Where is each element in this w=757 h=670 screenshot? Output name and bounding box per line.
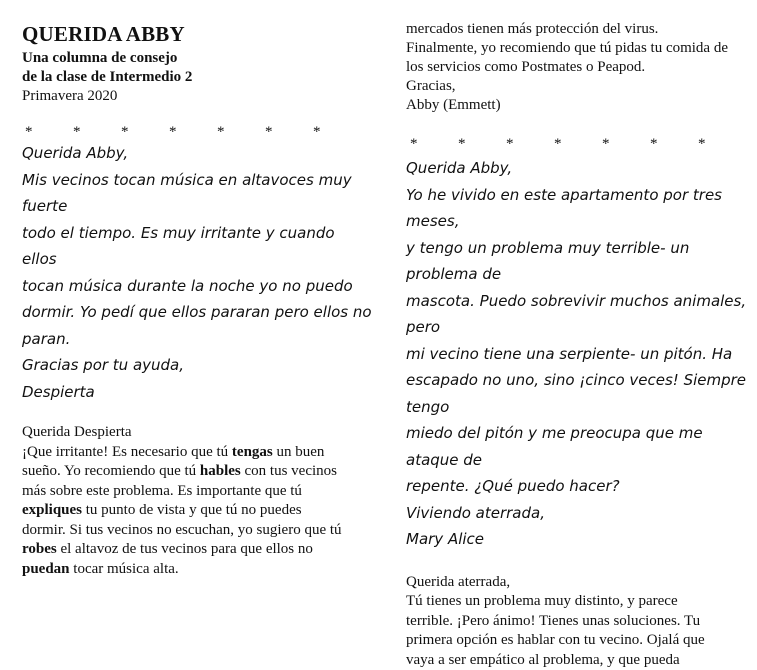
reply-text: con tus vecinos [241, 463, 337, 479]
right-column [406, 0, 751, 670]
letter-line: Gracias por tu ayuda, [22, 352, 372, 379]
previous-reply-ending [406, 20, 751, 115]
letter-line: mi vecino tiene una serpiente- un pitón. Ha [406, 341, 751, 368]
star-divider-left [25, 122, 372, 142]
bold-verb: puedan [22, 561, 70, 577]
star-divider-glyph: * [410, 136, 458, 153]
reply-line: los servicios como Postmates o Peapod. [406, 58, 751, 77]
letter-line: todo el tiempo. Es muy irritante y cuando ellos [22, 220, 372, 273]
letter-despierta [22, 140, 372, 405]
letter-line: paran. [22, 326, 372, 353]
reply-line [22, 540, 372, 560]
bold-verb: hables [200, 463, 241, 479]
reply-greeting: Querida aterrada, [406, 573, 751, 593]
column-subtitle-line2: de la clase de Intermedio 2 [22, 68, 372, 87]
letter-signature: Mary Alice [406, 526, 751, 553]
letter-line: Querida Abby, [406, 155, 751, 182]
reply-body [22, 443, 372, 580]
reply-line: mercados tienen más protección del virus. [406, 20, 751, 39]
star-divider-right [410, 134, 751, 154]
bold-verb: tengas [232, 444, 273, 460]
letter-mary-alice [406, 155, 751, 553]
star-divider-glyph: * [650, 136, 698, 153]
star-divider-glyph: * [265, 124, 313, 141]
star-divider-glyph: * [169, 124, 217, 141]
letter-line: Mis vecinos tocan música en altavoces muy fuerte [22, 167, 372, 220]
letter-line: y tengo un problema muy terrible- un problema de [406, 235, 751, 288]
letter-line: Querida Abby, [22, 140, 372, 167]
reply-line: Finalmente, yo recomiendo que tú pidas tu comida de [406, 39, 751, 58]
reply-signature: Abby (Emmett) [406, 96, 751, 115]
reply-text: ¡Que irritante! Es necesario que tú [22, 444, 232, 460]
letter-line: escapado no uno, sino ¡cinco veces! Siempre tengo [406, 367, 751, 420]
letter-line: repente. ¿Qué puedo hacer? [406, 473, 751, 500]
star-divider-glyph: * [506, 136, 554, 153]
reply-closing: Gracias, [406, 77, 751, 96]
reply-line [22, 560, 372, 580]
reply-text: tu punto de vista y que tú no puedes [82, 502, 302, 518]
letter-line: miedo del pitón y me preocupa que me ataque de [406, 420, 751, 473]
reply-text: tocar música alta. [70, 561, 179, 577]
reply-text: sueño. Yo recomiendo que tú [22, 463, 200, 479]
letter-line: tocan música durante la noche yo no puedo [22, 273, 372, 300]
reply-despierta [22, 423, 372, 579]
season-label: Primavera 2020 [22, 87, 372, 106]
bold-verb: expliques [22, 502, 82, 518]
star-divider-glyph: * [313, 124, 361, 141]
reply-text: el altavoz de tus vecinos para que ellos no [57, 541, 313, 557]
letter-line: Yo he vivido en este apartamento por tres meses, [406, 182, 751, 235]
reply-line: terrible. ¡Pero ánimo! Tienes unas soluciones. Tu [406, 612, 751, 632]
letter-line: dormir. Yo pedí que ellos pararan pero ellos no [22, 299, 372, 326]
reply-line [22, 521, 372, 541]
letter-signature: Despierta [22, 379, 372, 406]
left-column [22, 0, 372, 579]
column-title: QUERIDA ABBY [22, 22, 372, 46]
star-divider-glyph: * [698, 136, 746, 153]
star-divider-glyph: * [121, 124, 169, 141]
reply-greeting: Querida Despierta [22, 423, 372, 443]
column-subtitle-line1: Una columna de consejo [22, 49, 372, 68]
reply-line [22, 443, 372, 463]
reply-line [22, 482, 372, 502]
star-divider-glyph: * [554, 136, 602, 153]
bold-verb: robes [22, 541, 57, 557]
star-divider-glyph: * [602, 136, 650, 153]
reply-line: vaya a ser empático al problema, y que pueda [406, 651, 751, 670]
reply-line: Tú tienes un problema muy distinto, y parece [406, 592, 751, 612]
reply-text: más sobre este problema. Es importante que tú [22, 483, 302, 499]
reply-line [22, 501, 372, 521]
star-divider-glyph: * [73, 124, 121, 141]
star-divider-glyph: * [458, 136, 506, 153]
reply-text: un buen [273, 444, 325, 460]
reply-text: dormir. Si tus vecinos no escuchan, yo sugiero que tú [22, 522, 342, 538]
star-divider-glyph: * [217, 124, 265, 141]
star-divider-glyph: * [25, 124, 73, 141]
reply-aterrada [406, 573, 751, 670]
letter-line: Viviendo aterrada, [406, 500, 751, 527]
letter-line: mascota. Puedo sobrevivir muchos animales, pero [406, 288, 751, 341]
reply-line: primera opción es hablar con tu vecino. Ojalá que [406, 631, 751, 651]
reply-line [22, 462, 372, 482]
